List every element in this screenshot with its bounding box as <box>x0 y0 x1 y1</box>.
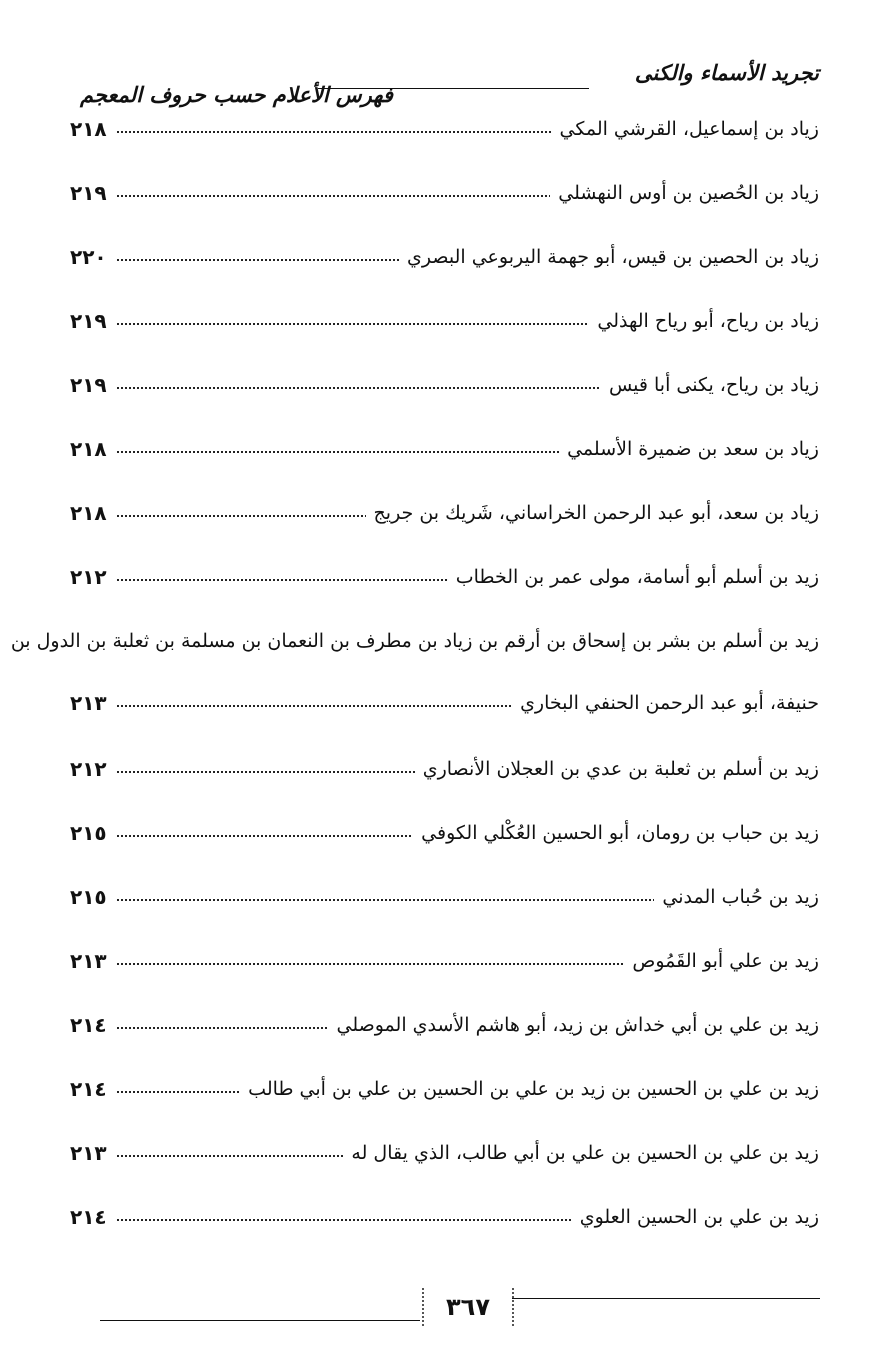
index-entry <box>70 240 819 274</box>
entry-page: ٢١٥ <box>70 880 115 914</box>
entry-name: زيد بن أسلم أبو أسامة، مولى عمر بن الخطاب <box>448 560 819 594</box>
index-entry <box>10 624 819 720</box>
entry-page: ٢١٥ <box>70 816 115 850</box>
index-entry <box>70 1008 819 1042</box>
index-entry <box>70 176 819 210</box>
index-entry <box>70 1072 819 1106</box>
entry-name: زيد بن علي بن أبي خداش بن زيد، أبو هاشم الأسدي الموصلي <box>328 1008 819 1042</box>
entry-page: ٢١٨ <box>70 432 115 466</box>
entry-name: زياد بن سعد، أبو عبد الرحمن الخراساني، شَريك بن جريج <box>366 496 819 530</box>
entry-page: ٢١٢ <box>70 752 115 786</box>
index-entry <box>70 1136 819 1170</box>
entry-page: ٢٢٠ <box>70 240 115 274</box>
entry-spacer <box>70 658 819 686</box>
entry-name: زيد بن علي أبو القَمُوص <box>624 944 819 978</box>
index-entry <box>70 752 819 786</box>
entry-name: زياد بن الحصين بن قيس، أبو جهمة اليربوعي البصري <box>399 240 819 274</box>
index-entry <box>70 432 819 466</box>
book-title: تجريد الأسماء والكنى <box>634 60 819 85</box>
entry-page: ٢١٣ <box>70 686 115 720</box>
entry-name: زيد بن علي بن الحسين بن زيد بن علي بن الحسين بن علي بن أبي طالب <box>240 1072 819 1106</box>
entry-name: زيد بن علي بن الحسين بن علي بن أبي طالب، الذي يقال له <box>343 1136 819 1170</box>
entry-page: ٢١٩ <box>70 368 115 402</box>
entry-page: ٢١٤ <box>70 1200 115 1234</box>
entry-page: ٢١٩ <box>70 176 115 210</box>
page-number: ٣٦٧ <box>422 1288 514 1326</box>
entry-name: حنيفة، أبو عبد الرحمن الحنفي البخاري <box>512 686 819 720</box>
entry-name: زيد بن حُباب المدني <box>654 880 819 914</box>
entry-name: زياد بن رياح، أبو رياح الهذلي <box>589 304 819 338</box>
index-entry <box>70 368 819 402</box>
index-entry <box>70 112 819 146</box>
index-entry <box>70 880 819 914</box>
entry-page: ٢١٣ <box>70 944 115 978</box>
entry-page: ٢١٤ <box>70 1008 115 1042</box>
footer-rule-right <box>512 1298 820 1299</box>
entry-name: زياد بن رياح، يكنى أبا قيس <box>601 368 819 402</box>
index-entry <box>70 496 819 530</box>
entry-page: ٢١٩ <box>70 304 115 338</box>
entry-page: ٢١٨ <box>70 496 115 530</box>
entry-name: زياد بن إسماعيل، القرشي المكي <box>552 112 820 146</box>
entry-name-first-line: زيد بن أسلم بن بشر بن إسحاق بن أرقم بن زياد بن مطرف بن النعمان بن مسلمة بن ثعلبة بن الدول بن <box>10 630 819 652</box>
entry-page: ٢١٨ <box>70 112 115 146</box>
entry-page: ٢١٤ <box>70 1072 115 1106</box>
entry-name: زياد بن الحُصين بن أوس النهشلي <box>550 176 819 210</box>
entry-name: زيد بن علي بن الحسين العلوي <box>572 1200 819 1234</box>
entry-name: زيد بن أسلم بن ثعلبة بن عدي بن العجلان الأنصاري <box>415 752 819 786</box>
index-entry <box>70 944 819 978</box>
footer-rule-left <box>100 1320 420 1321</box>
entry-name: زياد بن سعد بن ضميرة الأسلمي <box>559 432 819 466</box>
entry-page: ٢١٣ <box>70 1136 115 1170</box>
running-header <box>80 52 819 112</box>
index-entry <box>70 1200 819 1234</box>
entry-name: زيد بن حباب بن رومان، أبو الحسين العُكْلي الكوفي <box>413 816 819 850</box>
section-title: فهرس الأعلام حسب حروف المعجم <box>80 82 393 107</box>
entry-page: ٢١٢ <box>70 560 115 594</box>
index-entry <box>70 560 819 594</box>
index-entry <box>70 816 819 850</box>
index-entry <box>70 304 819 338</box>
